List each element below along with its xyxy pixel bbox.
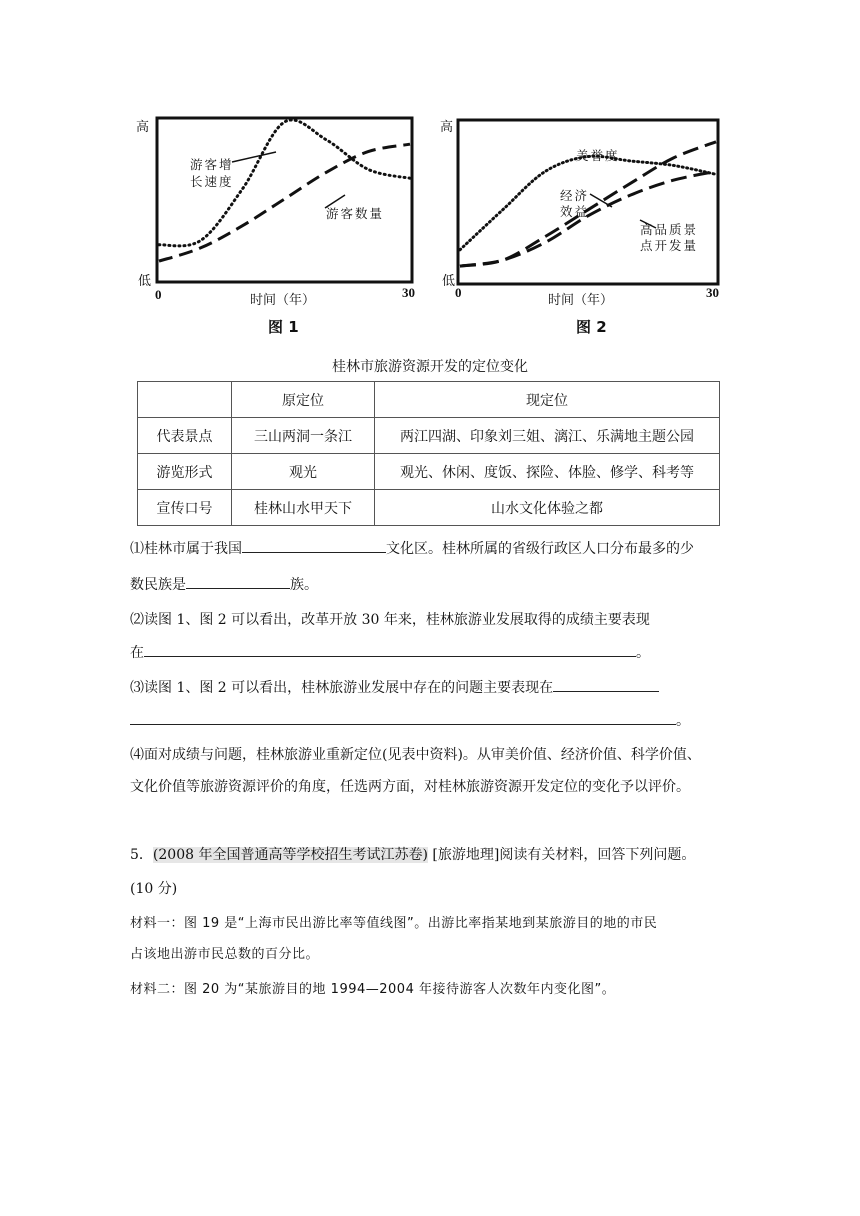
fig1-y-high: 高 [136, 120, 150, 135]
q3-blank-1[interactable] [553, 677, 659, 692]
question-2-line-2 [130, 642, 650, 663]
q3-text-a: ⑶读图 1、图 2 可以看出，桂林旅游业发展中存在的问题主要表现在 [130, 680, 554, 696]
problem-5-heading [130, 845, 695, 865]
table-title: 桂林市旅游资源开发的定位变化 [332, 359, 528, 375]
problem-5-intro: [旅游地理]阅读有关材料，回答下列问题。 [432, 847, 696, 863]
fig2-label-econ-2: 效益 [560, 204, 590, 219]
row-original: 桂林山水甲天下 [232, 490, 375, 526]
fig2-caption: 图 2 [576, 318, 607, 336]
row-current: 观光、休闲、度饭、探险、体脸、修学、科考等 [375, 454, 720, 490]
fig2-label-quality-2: 点开发量 [640, 238, 699, 253]
table-row [138, 454, 720, 490]
question-3-line-1 [130, 677, 659, 698]
question-3-line-2 [130, 710, 690, 731]
question-4-line-1 [130, 745, 701, 765]
problem-5-number: 5． [130, 847, 153, 863]
fig1-x-title: 时间（年） [250, 293, 316, 308]
fig2-y-low: 低 [442, 274, 456, 289]
question-1-line-2 [130, 574, 318, 595]
fig2-label-quality-1: 高品质景 [640, 222, 699, 237]
fig1-plot [150, 112, 420, 292]
q1-text-b: 文化区。桂林所属的省级行政区人口分布最多的少 [386, 541, 694, 557]
question-1-line-1 [130, 538, 694, 559]
header-original: 原定位 [232, 382, 375, 418]
table-header-row [138, 382, 720, 418]
q3-text-end: 。 [676, 713, 690, 729]
material-2: 材料二：图 20 为“某旅游目的地 1994—2004 年接待游客人次数年内变化图”。 [130, 982, 616, 997]
problem-5-points: (10 分) [130, 881, 178, 897]
question-2-line-1 [130, 610, 650, 630]
row-original: 三山两洞一条江 [232, 418, 375, 454]
header-current: 现定位 [375, 382, 720, 418]
row-original: 观光 [232, 454, 375, 490]
fig1-label-count: 游客数量 [326, 206, 385, 221]
row-label: 代表景点 [138, 418, 232, 454]
fig2-x-start: 0 [455, 285, 462, 300]
q1-blank-culture[interactable] [242, 538, 386, 553]
row-current: 山水文化体验之都 [375, 490, 720, 526]
q2-text-b: 在 [130, 645, 144, 661]
q2-blank[interactable] [144, 642, 636, 657]
q2-text-a: ⑵读图 1、图 2 可以看出，改革开放 30 年来，桂林旅游业发展取得的成绩主要表现 [130, 612, 650, 628]
fig1-label-growth-2: 长速度 [190, 174, 234, 189]
q4-text-b: 文化价值等旅游资源评价的角度，任选两方面，对桂林旅游资源开发定位的变化予以评价。 [130, 779, 690, 795]
table-row [138, 490, 720, 526]
fig1-x-end: 30 [402, 285, 415, 300]
q1-text-a: ⑴桂林市属于我国 [130, 541, 242, 557]
question-4-line-2 [130, 777, 690, 797]
q1-text-c: 数民族是 [130, 577, 186, 593]
fig2-y-high: 高 [440, 120, 454, 135]
material-1-line-1: 材料一：图 19 是“上海市民出游比率等值线图”。出游比率指某地到某旅游目的地的市民 [130, 916, 658, 931]
q2-text-end: 。 [636, 645, 650, 661]
table-row [138, 418, 720, 454]
fig2-label-reputation: 美誉度 [576, 148, 620, 163]
q1-blank-ethnicity[interactable] [186, 574, 290, 589]
fig2-x-end: 30 [706, 285, 719, 300]
fig1-x-start: 0 [155, 287, 162, 302]
fig1-y-low: 低 [138, 274, 152, 289]
row-label: 宣传口号 [138, 490, 232, 526]
row-label: 游览形式 [138, 454, 232, 490]
row-current: 两江四湖、印象刘三姐、漓江、乐满地主题公园 [375, 418, 720, 454]
positioning-table [137, 381, 720, 526]
q3-blank-2[interactable] [130, 710, 676, 725]
fig2-label-econ-1: 经济 [560, 188, 590, 203]
header-empty-cell [138, 382, 232, 418]
fig1-label-growth-1: 游客增 [190, 157, 234, 172]
material-1-line-2: 占该地出游市民总数的百分比。 [130, 947, 320, 962]
q1-text-d: 族。 [290, 577, 318, 593]
problem-5-source: (2008 年全国普通高等学校招生考试江苏卷) [152, 847, 428, 863]
fig2-x-title: 时间（年） [548, 293, 614, 308]
fig1-caption: 图 1 [268, 318, 299, 336]
q4-text-a: ⑷面对成绩与问题，桂林旅游业重新定位(见表中资料)。从审美价值、经济价值、科学价值、 [130, 747, 701, 763]
